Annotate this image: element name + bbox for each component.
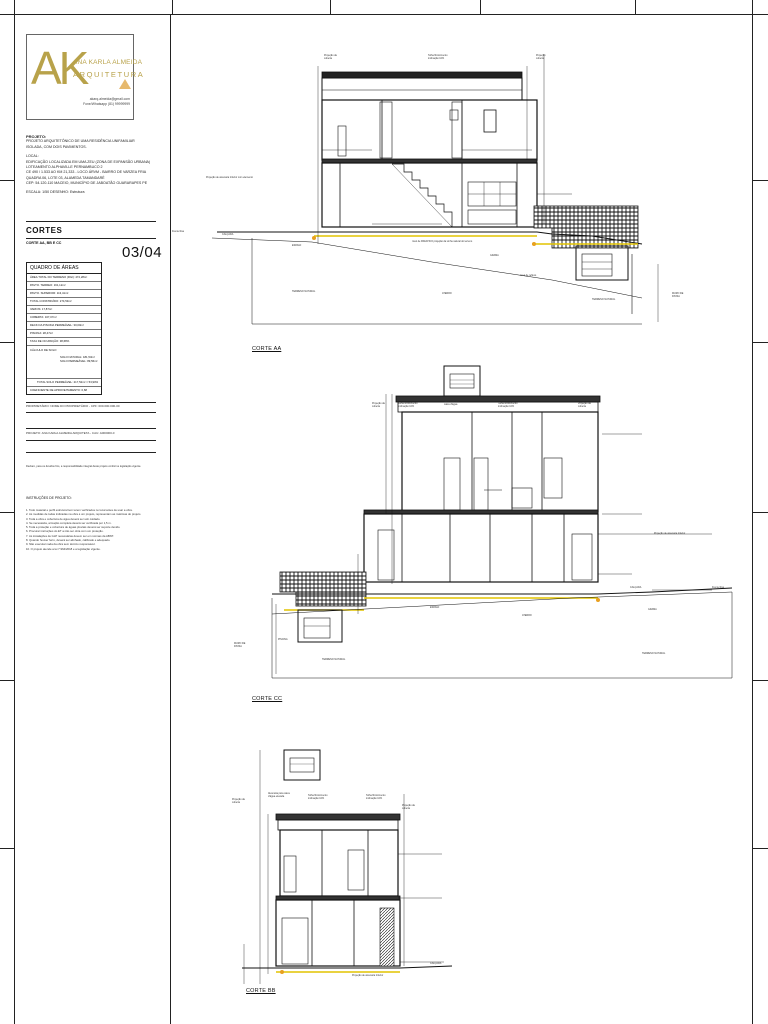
notes-title: INSTRUÇÕES DE PROJETO: [26, 496, 72, 500]
svg-text:CALÇADA: CALÇADA [222, 233, 234, 236]
note-line: 3. Toda a obra e cobertura de água deverá ser sob cuidado. [26, 516, 101, 521]
divider-line [26, 238, 156, 239]
areas-title: QUADRO DE ÁREAS [27, 263, 101, 274]
areas-row: PAVTO. TERREO: 161,12m² [27, 282, 101, 290]
svg-text:PISCINA: PISCINA [278, 638, 288, 641]
location-line: CE 490 / 1.533 AO KM 21,333 - LOCO ÁRVM - BAIRRO DE VARZEA FRIA [26, 170, 147, 175]
logo-initials: AK [31, 42, 87, 94]
svg-text:ATERRO: ATERRO [522, 614, 532, 617]
svg-text:TERRENO NATURAL: TERRENO NATURAL [642, 652, 666, 655]
location-line: EDIFICAÇÃO LOCALIZADA EM UMA ZEU (ZONA DE EXPANSÃO URBANA) [26, 159, 151, 164]
note-line: 2. As medidas de todas indicadas na obra é um projeto, representam as máximas do projeto [26, 512, 141, 517]
frame-tick [752, 180, 768, 181]
project-label: PROJETO: [26, 134, 47, 139]
svg-text:Alvenaria para caixa: Alvenaria para caixa [268, 792, 290, 795]
frame-tick [0, 512, 14, 513]
svg-text:Projeção de alvenaria Inferior: Projeção de alvenaria Inferior [352, 974, 384, 977]
project-desc-line: ISOLADA, COM DOIS PAVIMENTOS. [26, 144, 87, 149]
frame-left [14, 0, 15, 1024]
soil-line: SOLO NATURAL: 181,53m² [60, 355, 95, 359]
svg-text:inclinação 10%: inclinação 10% [428, 57, 445, 60]
section-label-aa: CORTE AA [252, 346, 282, 352]
areas-row: DECK DA PISCINA PERMEÁVEL: 30,00m² [27, 322, 101, 330]
sheet-number: 03/04 [122, 244, 163, 261]
project-notes [26, 496, 154, 551]
svg-text:Telha fibrocimento: Telha fibrocimento [428, 54, 448, 57]
areas-row: TOTAL CONSTRUÍDO: 274,53m² [27, 298, 101, 306]
logo-phone: Fone/Whatsapp (81) 99999999 [83, 101, 130, 106]
note-line: 5. Toda a proteção e cobertura de águas pluviais deverá ser suporte devido. [26, 525, 121, 530]
svg-text:Projeção da: Projeção da [578, 402, 591, 405]
section-2-drawing [234, 366, 732, 678]
svg-text:inclinação 10%: inclinação 10% [366, 797, 383, 800]
soil-line: SOLO PERMEÁVEL: 89,56m² [60, 359, 98, 363]
svg-text:GRAMA: GRAMA [648, 608, 657, 611]
svg-text:TERRENO NATURAL: TERRENO NATURAL [292, 290, 316, 293]
note-line: 7. As instalações de GLP necessárias devem ser em normas da ABNT. [26, 533, 114, 538]
svg-text:DIVISA: DIVISA [672, 295, 680, 298]
svg-text:Projeção de alvenaria Inferior: Projeção de alvenaria Inferior com elemento [206, 176, 253, 179]
svg-text:Telha fibrocimento: Telha fibrocimento [398, 402, 418, 405]
svg-text:TERRENO NATURAL: TERRENO NATURAL [592, 298, 616, 301]
svg-text:inclinação 10%: inclinação 10% [308, 797, 325, 800]
svg-text:coberta: coberta [536, 57, 544, 60]
svg-text:coberta: coberta [232, 801, 240, 804]
areas-row: PAVTO. SUPERIOR: 113,41m² [27, 290, 101, 298]
sections-drawing [172, 14, 752, 1014]
frame-tick [0, 342, 14, 343]
frame-tick [0, 848, 14, 849]
svg-text:Frente Rua: Frente Rua [172, 230, 184, 233]
logo-contact [83, 97, 130, 106]
soil-total: TOTAL SOLO PERMEÁVEL: 217,52m² = 53,90% [27, 379, 101, 387]
project-desc-line: PROJETO ARQUITETÔNICO DE UMA RESIDÊNCIA UNIFAMILIAR [26, 139, 135, 144]
logo-subtitle: ARQUITETURA [73, 70, 145, 79]
svg-text:Telha fibrocimento: Telha fibrocimento [366, 794, 386, 797]
location-line: QUADRA 06, LOTE 03, ALAMEDA TAMANDARÉ [26, 175, 105, 180]
owner-signature: PROPRIETÁRIO: NOME DO PROPRIETÁRIO - CPF: 000.000.000-00 [26, 404, 120, 408]
areas-row: PISCINA: 28,47m² [27, 330, 101, 338]
frame-tick [635, 0, 636, 14]
svg-text:coberta: coberta [578, 405, 586, 408]
svg-text:nível de FREATICO projeção da: nível de FREATICO projeção da Linha natural do terreno [412, 240, 473, 243]
section-label-bb: CORTE BB [246, 988, 276, 994]
frame-tick [752, 342, 768, 343]
svg-text:Alvenaria para: Alvenaria para [444, 400, 460, 403]
location-line: LOTEAMENTO ALPHAVILLE PERNAMBUCO 2 [26, 165, 103, 170]
logo-box [26, 34, 145, 120]
divider-line [26, 402, 156, 403]
responsibility-note: Declaro, para os devidos fins, a responsabilidade integral deste projeto conforme legislação vigente. [26, 465, 142, 468]
svg-text:inclinação 10%: inclinação 10% [398, 405, 415, 408]
section-1-drawing [172, 54, 684, 324]
frame-tick [0, 180, 14, 181]
areas-row: TAXA DE OCUPAÇÃO: 38,68% [27, 338, 101, 346]
note-line: 9. Não executar nada da obra sem técnico responsável. [26, 542, 96, 547]
areas-row: VARIOS: 17,87m² [27, 306, 101, 314]
svg-text:MURO DE: MURO DE [672, 292, 684, 295]
author-signature: PROJETO: ANA KARLA ALMEIDA ARQUITETA - CAU: A000000-0 [26, 431, 115, 435]
divider-line [26, 412, 156, 413]
divider-line [26, 221, 156, 222]
svg-text:MURO DE: MURO DE [234, 642, 246, 645]
frame-tick [752, 680, 768, 681]
soil-label: CÁLCULO DE SOLO [30, 348, 57, 352]
project-info [26, 134, 156, 195]
sheet-subtitle: CORTE AA, BB E CC [26, 241, 62, 245]
note-line: 4. Se necessária, armação completa deverá ser verificada por 1,5 m. [26, 520, 112, 525]
svg-text:Projeção de alvenaria Inferior: Projeção de alvenaria Inferior [654, 532, 686, 535]
svg-text:ATERRO: ATERRO [442, 292, 452, 295]
soil-calc [27, 346, 101, 379]
svg-text:Telha fibrocimento: Telha fibrocimento [308, 794, 328, 797]
divider-line [26, 428, 156, 429]
note-line: 6. Procurar instruções do ET a não ser obra com um proteção. [26, 529, 104, 534]
svg-text:ESPALD: ESPALD [430, 606, 440, 609]
divider-line [26, 440, 156, 441]
section-label-cc: CORTE CC [252, 696, 283, 702]
areas-table [26, 262, 102, 395]
svg-text:DIVISA: DIVISA [234, 645, 242, 648]
svg-text:Projeção da: Projeção da [402, 804, 415, 807]
frame-tick [172, 0, 173, 14]
areas-row: COBERTA: 167,07m² [27, 314, 101, 322]
svg-text:CALÇADA: CALÇADA [630, 586, 642, 589]
section-3-drawing [232, 750, 452, 984]
svg-text:Projeção: Projeção [536, 54, 546, 57]
svg-text:coberta: coberta [402, 807, 410, 810]
divider-line [26, 452, 156, 453]
frame-divider [170, 14, 171, 1024]
frame-tick [752, 848, 768, 849]
svg-text:d'água elevada: d'água elevada [268, 795, 285, 798]
svg-text:caixa d'água: caixa d'água [444, 403, 458, 406]
svg-text:inclinação 10%: inclinação 10% [498, 405, 515, 408]
frame-tick [752, 512, 768, 513]
frame-tick [0, 680, 14, 681]
logo-triangle-icon [119, 79, 131, 89]
svg-text:coberta: coberta [372, 405, 380, 408]
svg-text:coberta: coberta [324, 57, 332, 60]
note-line: 1. Todo material e perfil estrutural tem terem verificados no local antes de usar a obra. [26, 508, 133, 512]
svg-text:TERRENO NATURAL: TERRENO NATURAL [322, 658, 346, 661]
coef-line: COEFICIENTE DE APROVEITAMENTO: 0,68 [30, 388, 87, 392]
svg-text:Frente Rua: Frente Rua [712, 586, 724, 589]
location-label: LOCAL: [26, 154, 39, 159]
svg-text:Projeção da: Projeção da [232, 798, 245, 801]
frame-tick [330, 0, 331, 14]
svg-text:Projeção da: Projeção da [324, 54, 337, 57]
note-line: 10. O projeto atende a lei 7.964/2018 e a legislação vigente. [26, 546, 101, 551]
logo-email: akarq.almeida@gmail.com [89, 97, 130, 101]
svg-text:CALÇADA: CALÇADA [430, 962, 442, 965]
svg-text:Telha fibrocimento: Telha fibrocimento [498, 402, 518, 405]
location-line: CEP: 54.120-110 MACEIO, MUNICÍPIO DE JABOATÃO GUARARAPES PE [26, 181, 148, 186]
svg-text:ESPALD: ESPALD [292, 244, 302, 247]
svg-text:Projeção da: Projeção da [372, 402, 385, 405]
svg-text:Area de reflexo: Area de reflexo [520, 274, 537, 277]
note-line: 8. Quando houver ferro, deverá ser alinhado, calibrado e adequado. [26, 538, 111, 543]
sheet-title: CORTES [26, 226, 63, 235]
areas-row: ÁREA TOTAL DO TERRENO (RGI): 472,28m² [27, 274, 101, 282]
svg-text:GRAMA: GRAMA [490, 254, 499, 257]
frame-tick [480, 0, 481, 14]
logo-name: ANA KARLA ALMEIDA [73, 59, 143, 66]
scale-line: ESCALA: 1/50 DESENHO: Estrutura [26, 189, 85, 194]
